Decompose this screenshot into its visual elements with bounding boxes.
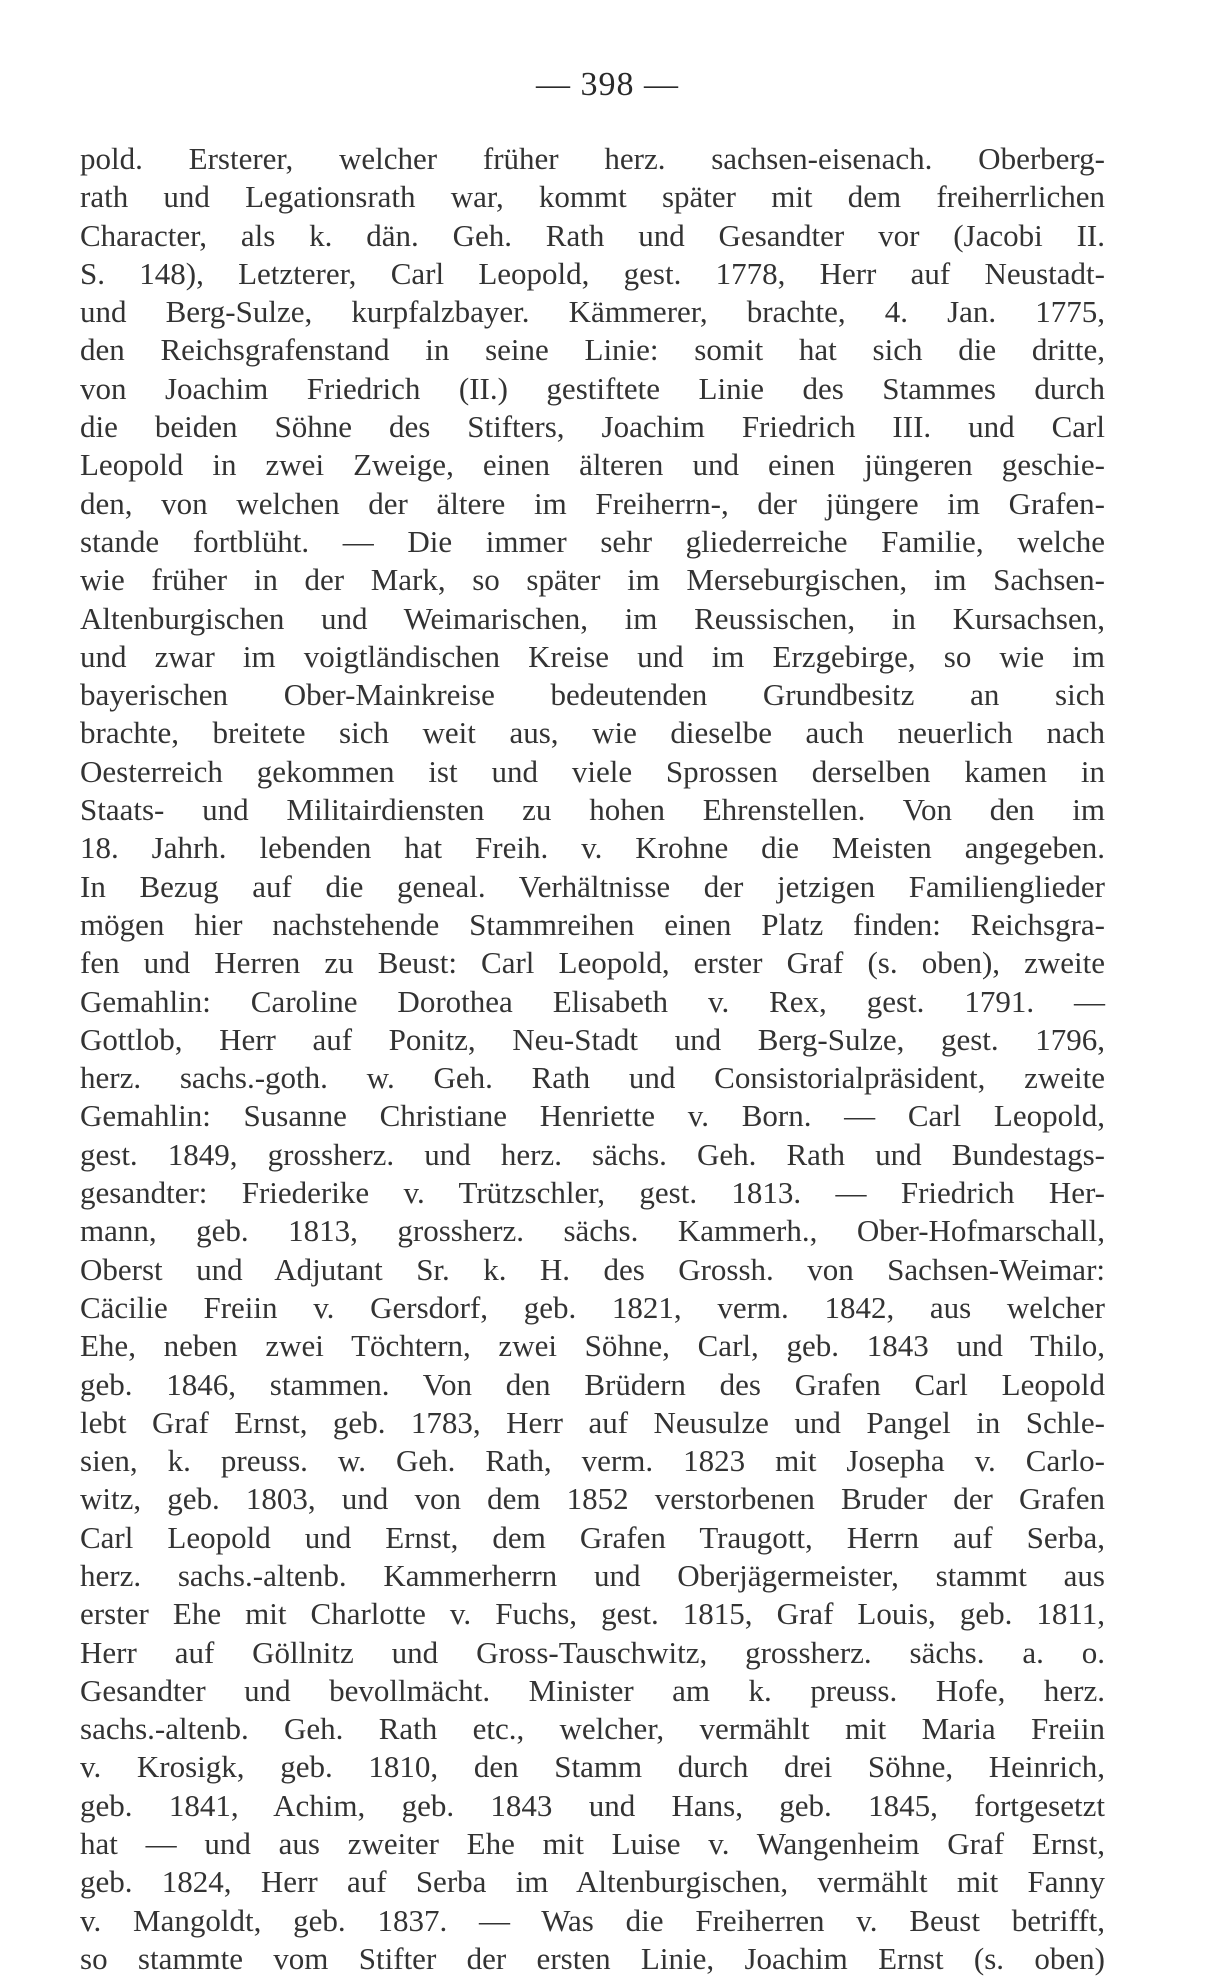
text-line: Character, als k. dän. Geh. Rath und Gesandter vor (Jacobi II. (80, 217, 1105, 253)
text-line: und zwar im voigtländischen Kreise und im Erzgebirge, so wie im (80, 638, 1105, 674)
text-line: gesandter: Friederike v. Trützschler, gest. 1813. — Friedrich Her- (80, 1175, 1105, 1211)
text-line: Carl Leopold und Ernst, dem Grafen Traugott, Herrn auf Serba, (80, 1519, 1105, 1555)
text-line: Herr auf Göllnitz und Gross-Tauschwitz, grossherz. sächs. a. o. (80, 1634, 1105, 1670)
text-line: fen und Herren zu Beust: Carl Leopold, erster Graf (s. oben), zweite (80, 945, 1105, 981)
body-text (80, 140, 1105, 1978)
text-line: die beiden Söhne des Stifters, Joachim Friedrich III. und Carl (80, 409, 1105, 445)
text-line: den Reichsgrafenstand in seine Linie: somit hat sich die dritte, (80, 332, 1105, 368)
text-line: und Berg-Sulze, kurpfalzbayer. Kämmerer, brachte, 4. Jan. 1775, (80, 294, 1105, 330)
text-line: Gesandter und bevollmächt. Minister am k. preuss. Hofe, herz. (80, 1672, 1105, 1708)
text-line: In Bezug auf die geneal. Verhältnisse der jetzigen Familienglieder (80, 868, 1105, 904)
text-line: Oesterreich gekommen ist und viele Sprossen derselben kamen in (80, 753, 1105, 789)
text-line: S. 148), Letzterer, Carl Leopold, gest. 1778, Herr auf Neustadt- (80, 255, 1105, 291)
text-line: den, von welchen der ältere im Freiherrn-, der jüngere im Grafen- (80, 485, 1105, 521)
text-line: Altenburgischen und Weimarischen, im Reussischen, in Kursachsen, (80, 600, 1105, 636)
text-line: sachs.-altenb. Geh. Rath etc., welcher, vermählt mit Maria Freiin (80, 1711, 1105, 1747)
text-line: mögen hier nachstehende Stammreihen einen Platz finden: Reichsgra- (80, 906, 1105, 942)
text-line: Ehe, neben zwei Töchtern, zwei Söhne, Carl, geb. 1843 und Thilo, (80, 1328, 1105, 1364)
text-line: lebt Graf Ernst, geb. 1783, Herr auf Neusulze und Pangel in Schle- (80, 1404, 1105, 1440)
text-line: hat — und aus zweiter Ehe mit Luise v. Wangenheim Graf Ernst, (80, 1826, 1105, 1862)
text-line: v. Mangoldt, geb. 1837. — Was die Freiherren v. Beust betrifft, (80, 1902, 1105, 1938)
text-line: v. Krosigk, geb. 1810, den Stamm durch drei Söhne, Heinrich, (80, 1749, 1105, 1785)
text-line: 18. Jahrh. lebenden hat Freih. v. Krohne die Meisten angegeben. (80, 830, 1105, 866)
text-line: Staats- und Militairdiensten zu hohen Ehrenstellen. Von den im (80, 792, 1105, 828)
text-line: geb. 1841, Achim, geb. 1843 und Hans, geb. 1845, fortgesetzt (80, 1787, 1105, 1823)
text-line: stande fortblüht. — Die immer sehr gliederreiche Familie, welche (80, 523, 1105, 559)
text-line: herz. sachs.-goth. w. Geh. Rath und Consistorialpräsident, zweite (80, 1060, 1105, 1096)
text-line: witz, geb. 1803, und von dem 1852 verstorbenen Bruder der Grafen (80, 1481, 1105, 1517)
text-line: gest. 1849, grossherz. und herz. sächs. Geh. Rath und Bundestags- (80, 1136, 1105, 1172)
text-line: geb. 1824, Herr auf Serba im Altenburgischen, vermählt mit Fanny (80, 1864, 1105, 1900)
text-line: erster Ehe mit Charlotte v. Fuchs, gest. 1815, Graf Louis, geb. 1811, (80, 1596, 1105, 1632)
text-line: wie früher in der Mark, so später im Merseburgischen, im Sachsen- (80, 562, 1105, 598)
text-line: Leopold in zwei Zweige, einen älteren und einen jüngeren geschie- (80, 447, 1105, 483)
text-line: rath und Legationsrath war, kommt später mit dem freiherrlichen (80, 179, 1105, 215)
text-line: sien, k. preuss. w. Geh. Rath, verm. 1823 mit Josepha v. Carlo- (80, 1443, 1105, 1479)
text-line: brachte, breitete sich weit aus, wie dieselbe auch neuerlich nach (80, 715, 1105, 751)
text-line: bayerischen Ober-Mainkreise bedeutenden Grundbesitz an sich (80, 677, 1105, 713)
text-line: herz. sachs.-altenb. Kammerherrn und Oberjägermeister, stammt aus (80, 1557, 1105, 1593)
text-line: mann, geb. 1813, grossherz. sächs. Kammerh., Ober-Hofmarschall, (80, 1213, 1105, 1249)
text-line: Gemahlin: Susanne Christiane Henriette v. Born. — Carl Leopold, (80, 1098, 1105, 1134)
text-line: Oberst und Adjutant Sr. k. H. des Grossh. von Sachsen-Weimar: (80, 1251, 1105, 1287)
text-line: geb. 1846, stammen. Von den Brüdern des Grafen Carl Leopold (80, 1366, 1105, 1402)
text-line: so stammte vom Stifter der ersten Linie, Joachim Ernst (s. oben) (80, 1940, 1105, 1976)
text-line: pold. Ersterer, welcher früher herz. sachsen-eisenach. Oberberg- (80, 141, 1105, 176)
text-line: Gottlob, Herr auf Ponitz, Neu-Stadt und Berg-Sulze, gest. 1796, (80, 1021, 1105, 1057)
page-number: — 398 — (536, 66, 679, 103)
text-line: Cäcilie Freiin v. Gersdorf, geb. 1821, verm. 1842, aus welcher (80, 1289, 1105, 1325)
text-line: von Joachim Friedrich (II.) gestiftete Linie des Stammes durch (80, 370, 1105, 406)
text-line: Gemahlin: Caroline Dorothea Elisabeth v. Rex, gest. 1791. — (80, 983, 1105, 1019)
